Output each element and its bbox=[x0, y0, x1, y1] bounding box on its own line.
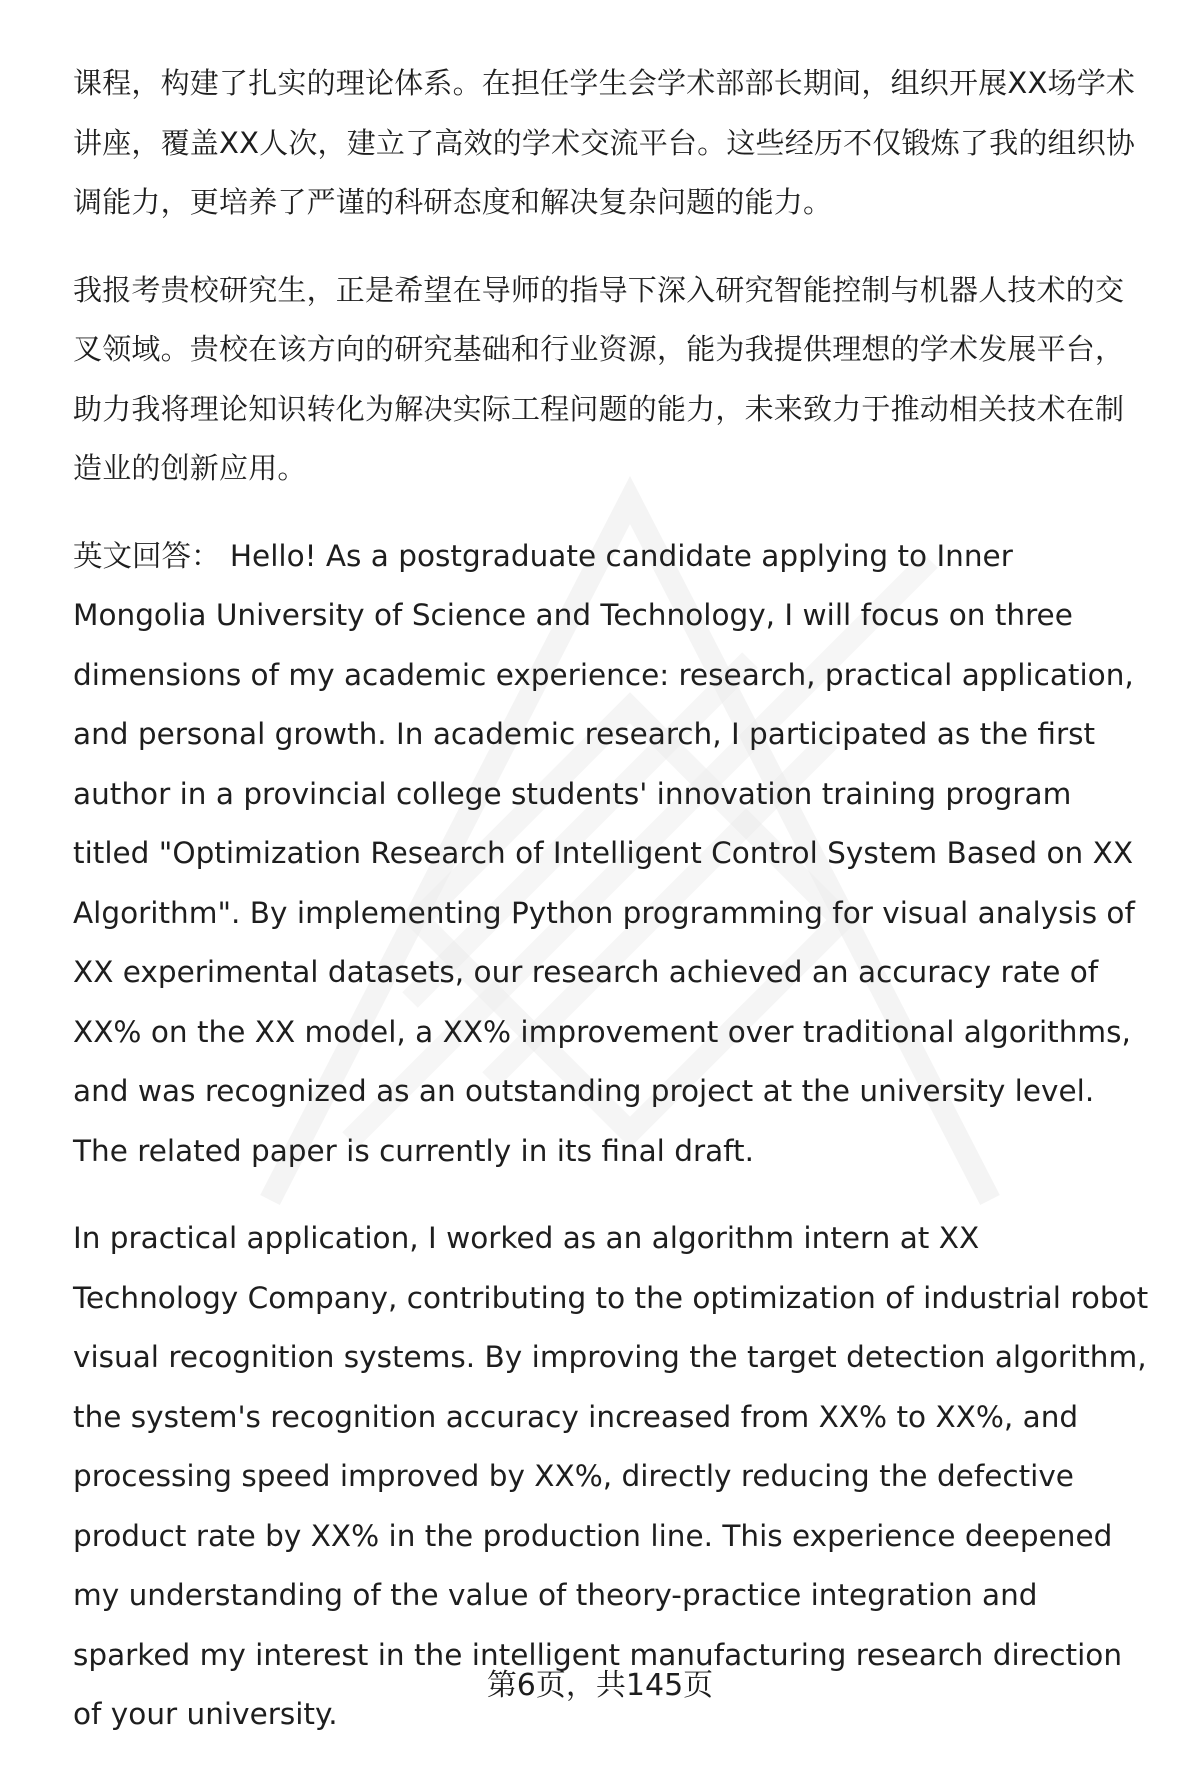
paragraph-english-2: In practical application, I worked as an algorithm intern at XX Technology Company, contributing to the optimization of industrial robot visual recognition systems. By improving the target detection algorithm, the system's recognition accuracy increased from XX% to XX%, and processing speed improved by XX%, directly reducing the defective product rate by XX% in the production line. This experience deepened my understanding of the value of theory-practice integration and sparked my interest in the intelligent manufacturing research direction of your university. bbox=[73, 1221, 1149, 1731]
paragraph-english-1: 英文回答： Hello! As a postgraduate candidate applying to Inner Mongolia University of Science and Technology, I will focus on three dimensions of my academic experience: research, practical application, and personal growth. In academic research, I participated as the first author in a provincial college students' innovation training program titled "Optimization Research of Intelligent Control System Based on XX Algorithm". By implementing Python programming for visual analysis of XX experimental datasets, our research achieved an accuracy rate of XX% on the XX model, a XX% improvement over traditional algorithms, and was recognized as an outstanding project at the university level. The related paper is currently in its final draft. bbox=[73, 538, 1135, 1168]
paragraph-chinese-2: 我报考贵校研究生，正是希望在导师的指导下深入研究智能控制与机器人技术的交叉领域。贵校在该方向的研究基础和行业资源，能为我提供理想的学术发展平台，助力我将理论知识转化为解决实际工程问题的能力，未来致力于推动相关技术在制造业的创新应用。 bbox=[73, 272, 1125, 485]
paragraph-chinese-1: 课程，构建了扎实的理论体系。在担任学生会学术部部长期间，组织开展XX场学术讲座，覆盖XX人次，建立了高效的学术交流平台。这些经历不仅锻炼了我的组织协调能力，更培养了严谨的科研态度和解决复杂问题的能力。 bbox=[73, 66, 1136, 219]
document-body bbox=[73, 54, 1153, 1773]
page-number: 第6页，共145页 bbox=[486, 1668, 714, 1703]
